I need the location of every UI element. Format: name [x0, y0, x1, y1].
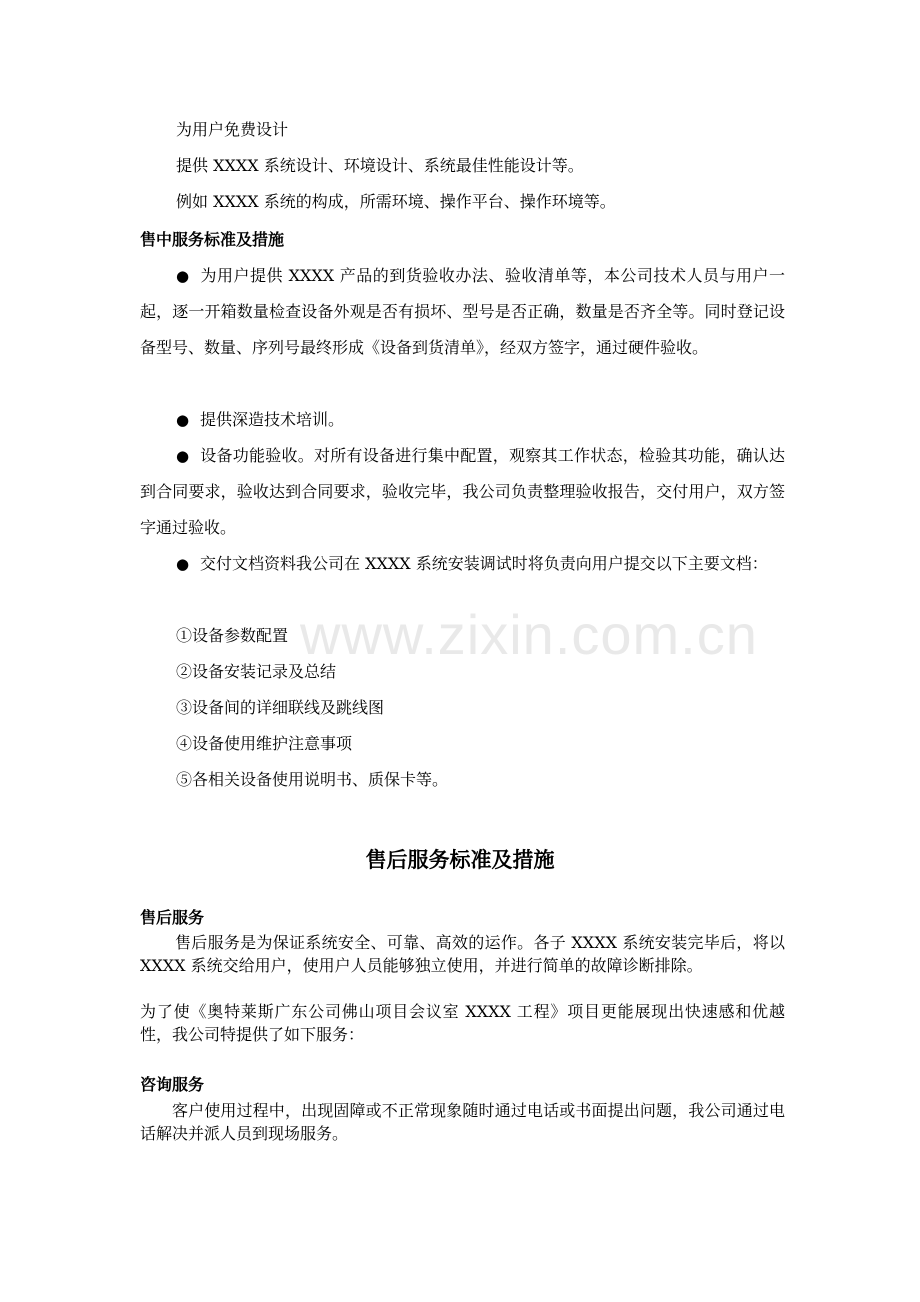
consult-paragraph: 客户使用过程中，出现固障或不正常现象随时通过电话或书面提出问题，我公司通过电话解决并派人员到现场服务。	[140, 1101, 785, 1143]
document-item: ⑤各相关设备使用说明书、质保卡等。	[176, 770, 449, 789]
bullet-icon: ●	[176, 555, 190, 573]
bullet-item	[140, 258, 785, 366]
document-item: ①设备参数配置	[176, 626, 289, 645]
presale-line: 提供 XXXX 系统设计、环境设计、系统最佳性能设计等。	[176, 156, 584, 175]
document-item: ②设备安装记录及总结	[176, 662, 337, 681]
bullet-icon: ●	[176, 267, 190, 285]
watermark: www.zixin.com.cn	[300, 603, 758, 666]
bullet-item	[140, 546, 785, 582]
bullet-text: 设备功能验收。对所有设备进行集中配置，观察其工作状态，检验其功能，确认达到合同要求，验收达到合同要求，验收完毕，我公司负责整理验收报告，交付用户，双方签字通过验收。	[140, 446, 785, 537]
bullet-item	[140, 402, 785, 438]
aftersale-title: 售后服务标准及措施	[365, 848, 555, 872]
bullet-text: 提供深造技术培训。	[200, 410, 345, 429]
presale-line: 例如 XXXX 系统的构成，所需环境、操作平台、操作环境等。	[176, 192, 616, 211]
service-paragraph: 售后服务是为保证系统安全、可靠、高效的运作。各子 XXXX 系统安装完毕后，将以 XXXX 系统交给用户，使用户人员能够独立使用，并进行简单的故障诊断排除。	[140, 933, 785, 975]
bullet-text: 交付文档资料我公司在 XXXX 系统安装调试时将负责向用户提交以下主要文档：	[200, 554, 768, 573]
bullet-item	[140, 438, 785, 546]
service-paragraph: 为了使《奥特莱斯广东公司佛山项目会议室 XXXX 工程》项目更能展现出快速感和优越性，我公司特提供了如下服务：	[140, 1002, 785, 1044]
document-item: ④设备使用维护注意事项	[176, 734, 353, 753]
presale-line: 为用户免费设计	[176, 120, 289, 139]
service-heading: 售后服务	[140, 908, 205, 927]
bullet-icon: ●	[176, 411, 190, 429]
insale-heading: 售中服务标准及措施	[140, 230, 285, 249]
bullet-text: 为用户提供 XXXX 产品的到货验收办法、验收清单等，本公司技术人员与用户一起，逐一开箱数量检查设备外观是否有损坏、型号是否正确，数量是否齐全等。同时登记设备型号、数量、序列号最终形成《设备到货清单》，经双方签字，通过硬件验收。	[140, 266, 785, 357]
document-item: ③设备间的详细联线及跳线图	[176, 698, 385, 717]
consult-heading: 咨询服务	[140, 1075, 205, 1094]
bullet-icon: ●	[176, 447, 190, 465]
